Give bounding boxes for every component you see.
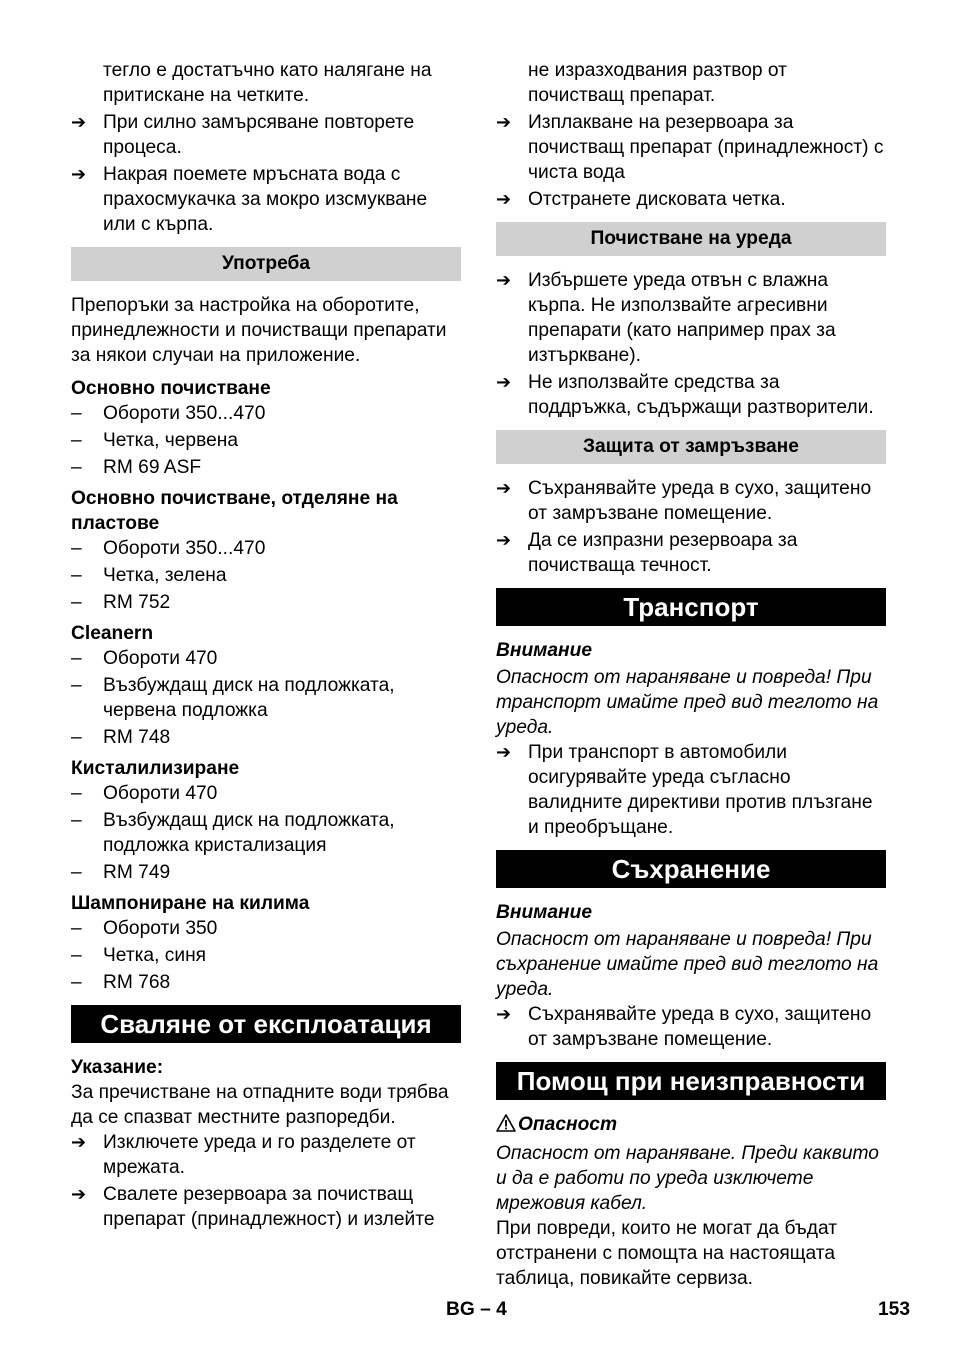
dash-icon: – — [71, 972, 82, 993]
caution-text: Опасност от нараняване и повреда! При транспорт имайте пред вид теглото на уреда. — [496, 667, 879, 738]
list-item: – Четка, синя — [71, 945, 207, 966]
group-title: Основно почистване — [71, 378, 271, 399]
usage-text: Препоръки за настройка на оборотите, принедлежности и почистващи препарати за някои случаи на приложение. — [71, 295, 447, 366]
group-list — [71, 536, 461, 615]
list-item: – Възбуждащ диск на подложката, подложка кристализация — [71, 810, 395, 856]
dash-icon: – — [71, 675, 82, 696]
list-item: – Възбуждащ диск на подложката, червена подложка — [71, 675, 395, 721]
section-heading-decommission: Сваляне от експлоатация — [71, 1005, 461, 1043]
continued-text: не изразходвания разтвор от почистващ препарат. — [528, 60, 787, 106]
section-heading-usage: Употреба — [71, 247, 461, 281]
dash-icon: – — [71, 565, 82, 586]
step-item: ➔ При силно замърсяване повторете процеса. — [71, 112, 415, 158]
right-column — [496, 58, 886, 1291]
danger-text: Опасност от нараняване. Преди каквито и да е работи по уреда изключете мрежовия кабел. — [496, 1143, 879, 1214]
step-item: ➔ Отстранете дисковата четка. — [496, 189, 786, 210]
list-item: – Обороти 350...470 — [71, 403, 266, 424]
section-heading-transport: Транспорт — [496, 588, 886, 626]
list-item: – Обороти 470 — [71, 783, 218, 804]
danger-label-row — [496, 1112, 886, 1139]
list-item: – RM 748 — [71, 727, 171, 748]
list-item: – Обороти 350 — [71, 918, 218, 939]
group-list — [71, 401, 461, 480]
section-heading-faults: Помощ при неизправности — [496, 1062, 886, 1100]
list-item: – RM 749 — [71, 862, 171, 883]
continued-text: тегло е достатъчно като налягане на притискане на четките. — [103, 60, 432, 106]
list-item: – Обороти 350...470 — [71, 538, 266, 559]
dash-icon: – — [71, 810, 82, 831]
left-column — [71, 58, 461, 1232]
arrow-right-icon: ➔ — [496, 270, 512, 290]
dash-icon: – — [71, 727, 82, 748]
arrow-right-icon: ➔ — [496, 478, 512, 498]
step-item: ➔ Да се изпразни резервоара за почистваща течност. — [496, 530, 798, 576]
group-title: Кисталилизиране — [71, 758, 240, 779]
arrow-right-icon: ➔ — [496, 112, 512, 132]
arrow-right-icon: ➔ — [71, 112, 87, 132]
section-heading-frost: Защита от замръзване — [496, 430, 886, 464]
page-number: 153 — [878, 1299, 911, 1320]
list-item: – RM 69 ASF — [71, 457, 202, 478]
arrow-right-icon: ➔ — [496, 742, 512, 762]
arrow-right-icon: ➔ — [496, 530, 512, 550]
dash-icon: – — [71, 783, 82, 804]
group-title: Cleanern — [71, 623, 154, 644]
step-item: ➔ Избършете уреда отвън с влажна кърпа. Не използвайте агресивни препарати (като например прах за изтъркване). — [496, 270, 836, 366]
arrow-right-icon: ➔ — [71, 1132, 87, 1152]
dash-icon: – — [71, 538, 82, 559]
list-item: – Обороти 470 — [71, 648, 218, 669]
list-item: – Четка, зелена — [71, 565, 227, 586]
dash-icon: – — [71, 457, 82, 478]
group-list — [71, 646, 461, 750]
caution-label: Внимание — [496, 640, 593, 661]
group-list — [71, 781, 461, 885]
list-item: – Четка, червена — [71, 430, 239, 451]
warning-triangle-icon — [496, 1114, 518, 1139]
step-item: ➔ Изплакване на резервоара за почистващ препарат (принадлежност) с чиста вода — [496, 112, 884, 183]
dash-icon: – — [71, 403, 82, 424]
step-item: ➔ Не използвайте средства за поддръжка, съдържащи разтворители. — [496, 372, 874, 418]
section-heading-cleaning: Почистване на уреда — [496, 222, 886, 256]
group-title: Шампониране на килима — [71, 893, 310, 914]
step-item: ➔ При транспорт в автомобили осигурявайте уреда съгласно валидните директиви против плъзгане и преобръщане. — [496, 742, 873, 838]
step-item: ➔ Накрая поемете мръсната вода с прахосмукачка за мокро изсмукване или с кърпа. — [71, 164, 428, 235]
arrow-right-icon: ➔ — [496, 189, 512, 209]
caution-label: Внимание — [496, 902, 593, 923]
caution-text: Опасност от нараняване и повреда! При съхранение имайте пред вид теглото на уреда. — [496, 929, 879, 1000]
group-title: Основно почистване, отделяне на пластове — [71, 488, 398, 534]
dash-icon: – — [71, 430, 82, 451]
dash-icon: – — [71, 918, 82, 939]
section-heading-storage: Съхранение — [496, 850, 886, 888]
hint-text: За пречистване на отпадните води трябва да се спазват местните разпоредби. — [71, 1082, 449, 1128]
warning-triangle-svg — [496, 1114, 516, 1132]
faults-text: При повреди, които не могат да бъдат отстранени с помощта на настоящата таблица, повикайте сервиза. — [496, 1218, 838, 1289]
arrow-right-icon: ➔ — [496, 1004, 512, 1024]
footer-section-label: BG – 4 — [446, 1299, 507, 1320]
arrow-right-icon: ➔ — [71, 164, 87, 184]
arrow-right-icon: ➔ — [496, 372, 512, 392]
dash-icon: – — [71, 862, 82, 883]
dash-icon: – — [71, 648, 82, 669]
step-item: ➔ Свалете резервоара за почистващ препарат (принадлежност) и излейте — [71, 1184, 435, 1230]
step-item: ➔ Изключете уреда и го разделете от мрежата. — [71, 1132, 416, 1178]
danger-label: Опасност — [518, 1114, 618, 1135]
step-item: ➔ Съхранявайте уреда в сухо, защитено от замръзване помещение. — [496, 478, 872, 524]
hint-label: Указание: — [71, 1057, 164, 1078]
list-item: – RM 752 — [71, 592, 171, 613]
arrow-right-icon: ➔ — [71, 1184, 87, 1204]
group-list — [71, 916, 461, 995]
step-item: ➔ Съхранявайте уреда в сухо, защитено от замръзване помещение. — [496, 1004, 872, 1050]
dash-icon: – — [71, 945, 82, 966]
list-item: – RM 768 — [71, 972, 171, 993]
dash-icon: – — [71, 592, 82, 613]
